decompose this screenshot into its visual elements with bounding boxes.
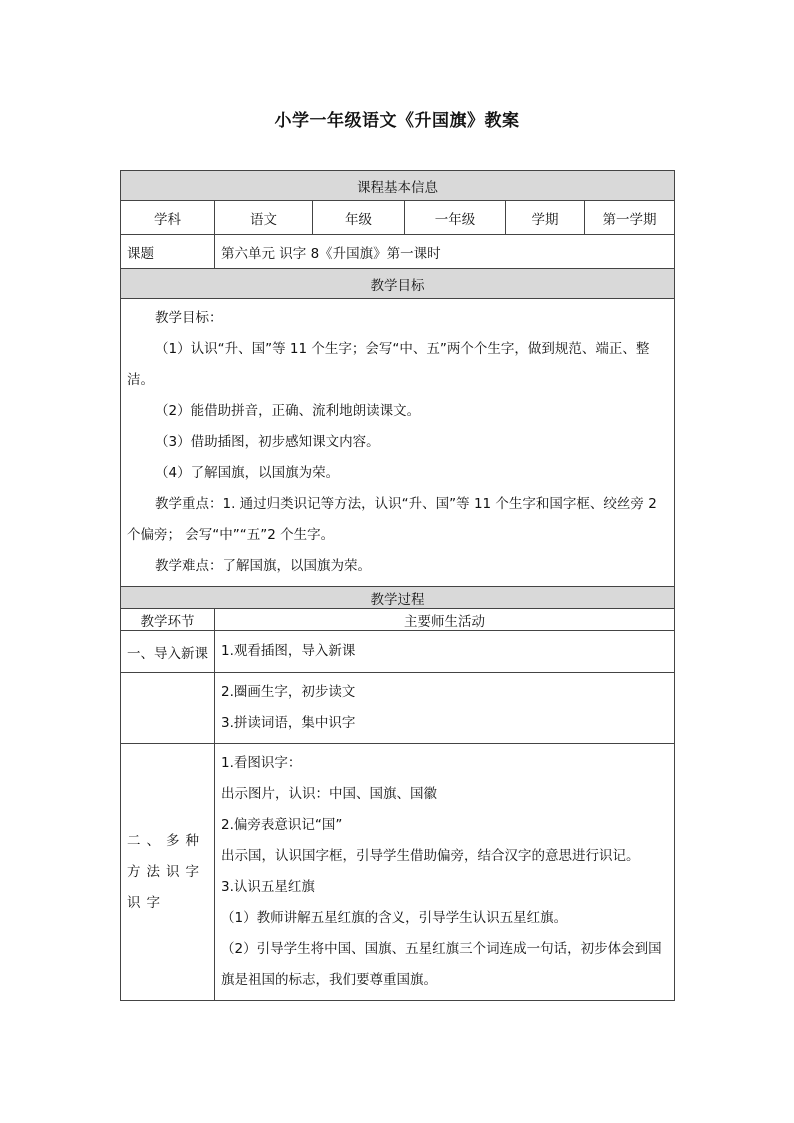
objective-item: （4）了解国旗，以国旗为荣。: [155, 465, 340, 481]
topic-value: 第六单元 识字 8《升国旗》第一课时: [215, 235, 675, 269]
subject-row: [121, 201, 675, 235]
activity-line: 3.认识五星红旗: [221, 879, 315, 895]
process-row: [121, 631, 675, 673]
activity-line: 1.观看插图，导入新课: [221, 643, 356, 659]
activity-line: 出示国，认识国字框，引导学生借助偏旁，结合汉字的意思进行识记。: [221, 848, 640, 864]
activity-line: 2.偏旁表意识记“国”: [221, 817, 343, 833]
activity-cell: [215, 744, 675, 1001]
process-row: [121, 744, 675, 1001]
activity-cell: [215, 673, 675, 744]
objectives-intro: 教学目标：: [155, 310, 223, 326]
activity-cell: [215, 631, 675, 673]
document-title: 小学一年级语文《升国旗》教案: [274, 111, 520, 131]
objectives-content: [121, 299, 675, 587]
teaching-key-point: 教学重点：1. 通过归类识记等方法，认识“升、国”等 11 个生字和国字框、绞丝旁 2 个偏旁； 会写“中”“五”2 个生字。: [127, 496, 657, 543]
activity-line: （2）引导学生将中国、国旗、五星红旗三个词连成一句话，初步体会到国旗是祖国的标志，我们要尊重国旗。: [221, 941, 662, 988]
activity-line: 出示图片，认识：中国、国旗、国徽: [221, 786, 437, 802]
topic-label: 课题: [121, 235, 215, 269]
activity-line: （1）教师讲解五星红旗的含义，引导学生认识五星红旗。: [221, 910, 568, 926]
stage-column-header: 教学环节: [121, 609, 215, 631]
grade-label: 年级: [313, 201, 405, 235]
activity-line: 2.圈画生字，初步读文: [221, 684, 356, 700]
objective-item: （1）认识“升、国”等 11 个生字；会写“中、五”两个个生字，做到规范、端正、整洁。: [127, 341, 650, 388]
process-header-row: [121, 587, 675, 609]
grade-value: 一年级: [405, 201, 506, 235]
term-value: 第一学期: [585, 201, 675, 235]
activity-column-header: 主要师生活动: [215, 609, 675, 631]
topic-row: [121, 235, 675, 269]
stage-cell: 一、导入新课: [121, 631, 215, 673]
basic-info-header: 课程基本信息: [121, 171, 675, 201]
objective-item: （3）借助插图，初步感知课文内容。: [155, 434, 380, 450]
basic-info-header-row: [121, 171, 675, 201]
subject-value: 语文: [215, 201, 313, 235]
term-label: 学期: [506, 201, 585, 235]
subject-label: 学科: [121, 201, 215, 235]
teaching-difficulty: 教学难点：了解国旗，以国旗为荣。: [155, 558, 371, 574]
process-header: 教学过程: [121, 587, 675, 609]
activity-line: 3.拼读词语，集中识字: [221, 715, 356, 731]
lesson-plan-table: [120, 170, 675, 1001]
activity-line: 1.看图识字：: [221, 755, 302, 771]
process-column-header-row: [121, 609, 675, 631]
process-row: [121, 673, 675, 744]
stage-cell: 二、多种方法识字识字: [121, 744, 215, 1001]
stage-cell: [121, 673, 215, 744]
objectives-header-row: [121, 269, 675, 299]
objective-item: （2）能借助拼音，正确、流利地朗读课文。: [155, 403, 421, 419]
objectives-header: 教学目标: [121, 269, 675, 299]
objectives-row: [121, 299, 675, 587]
